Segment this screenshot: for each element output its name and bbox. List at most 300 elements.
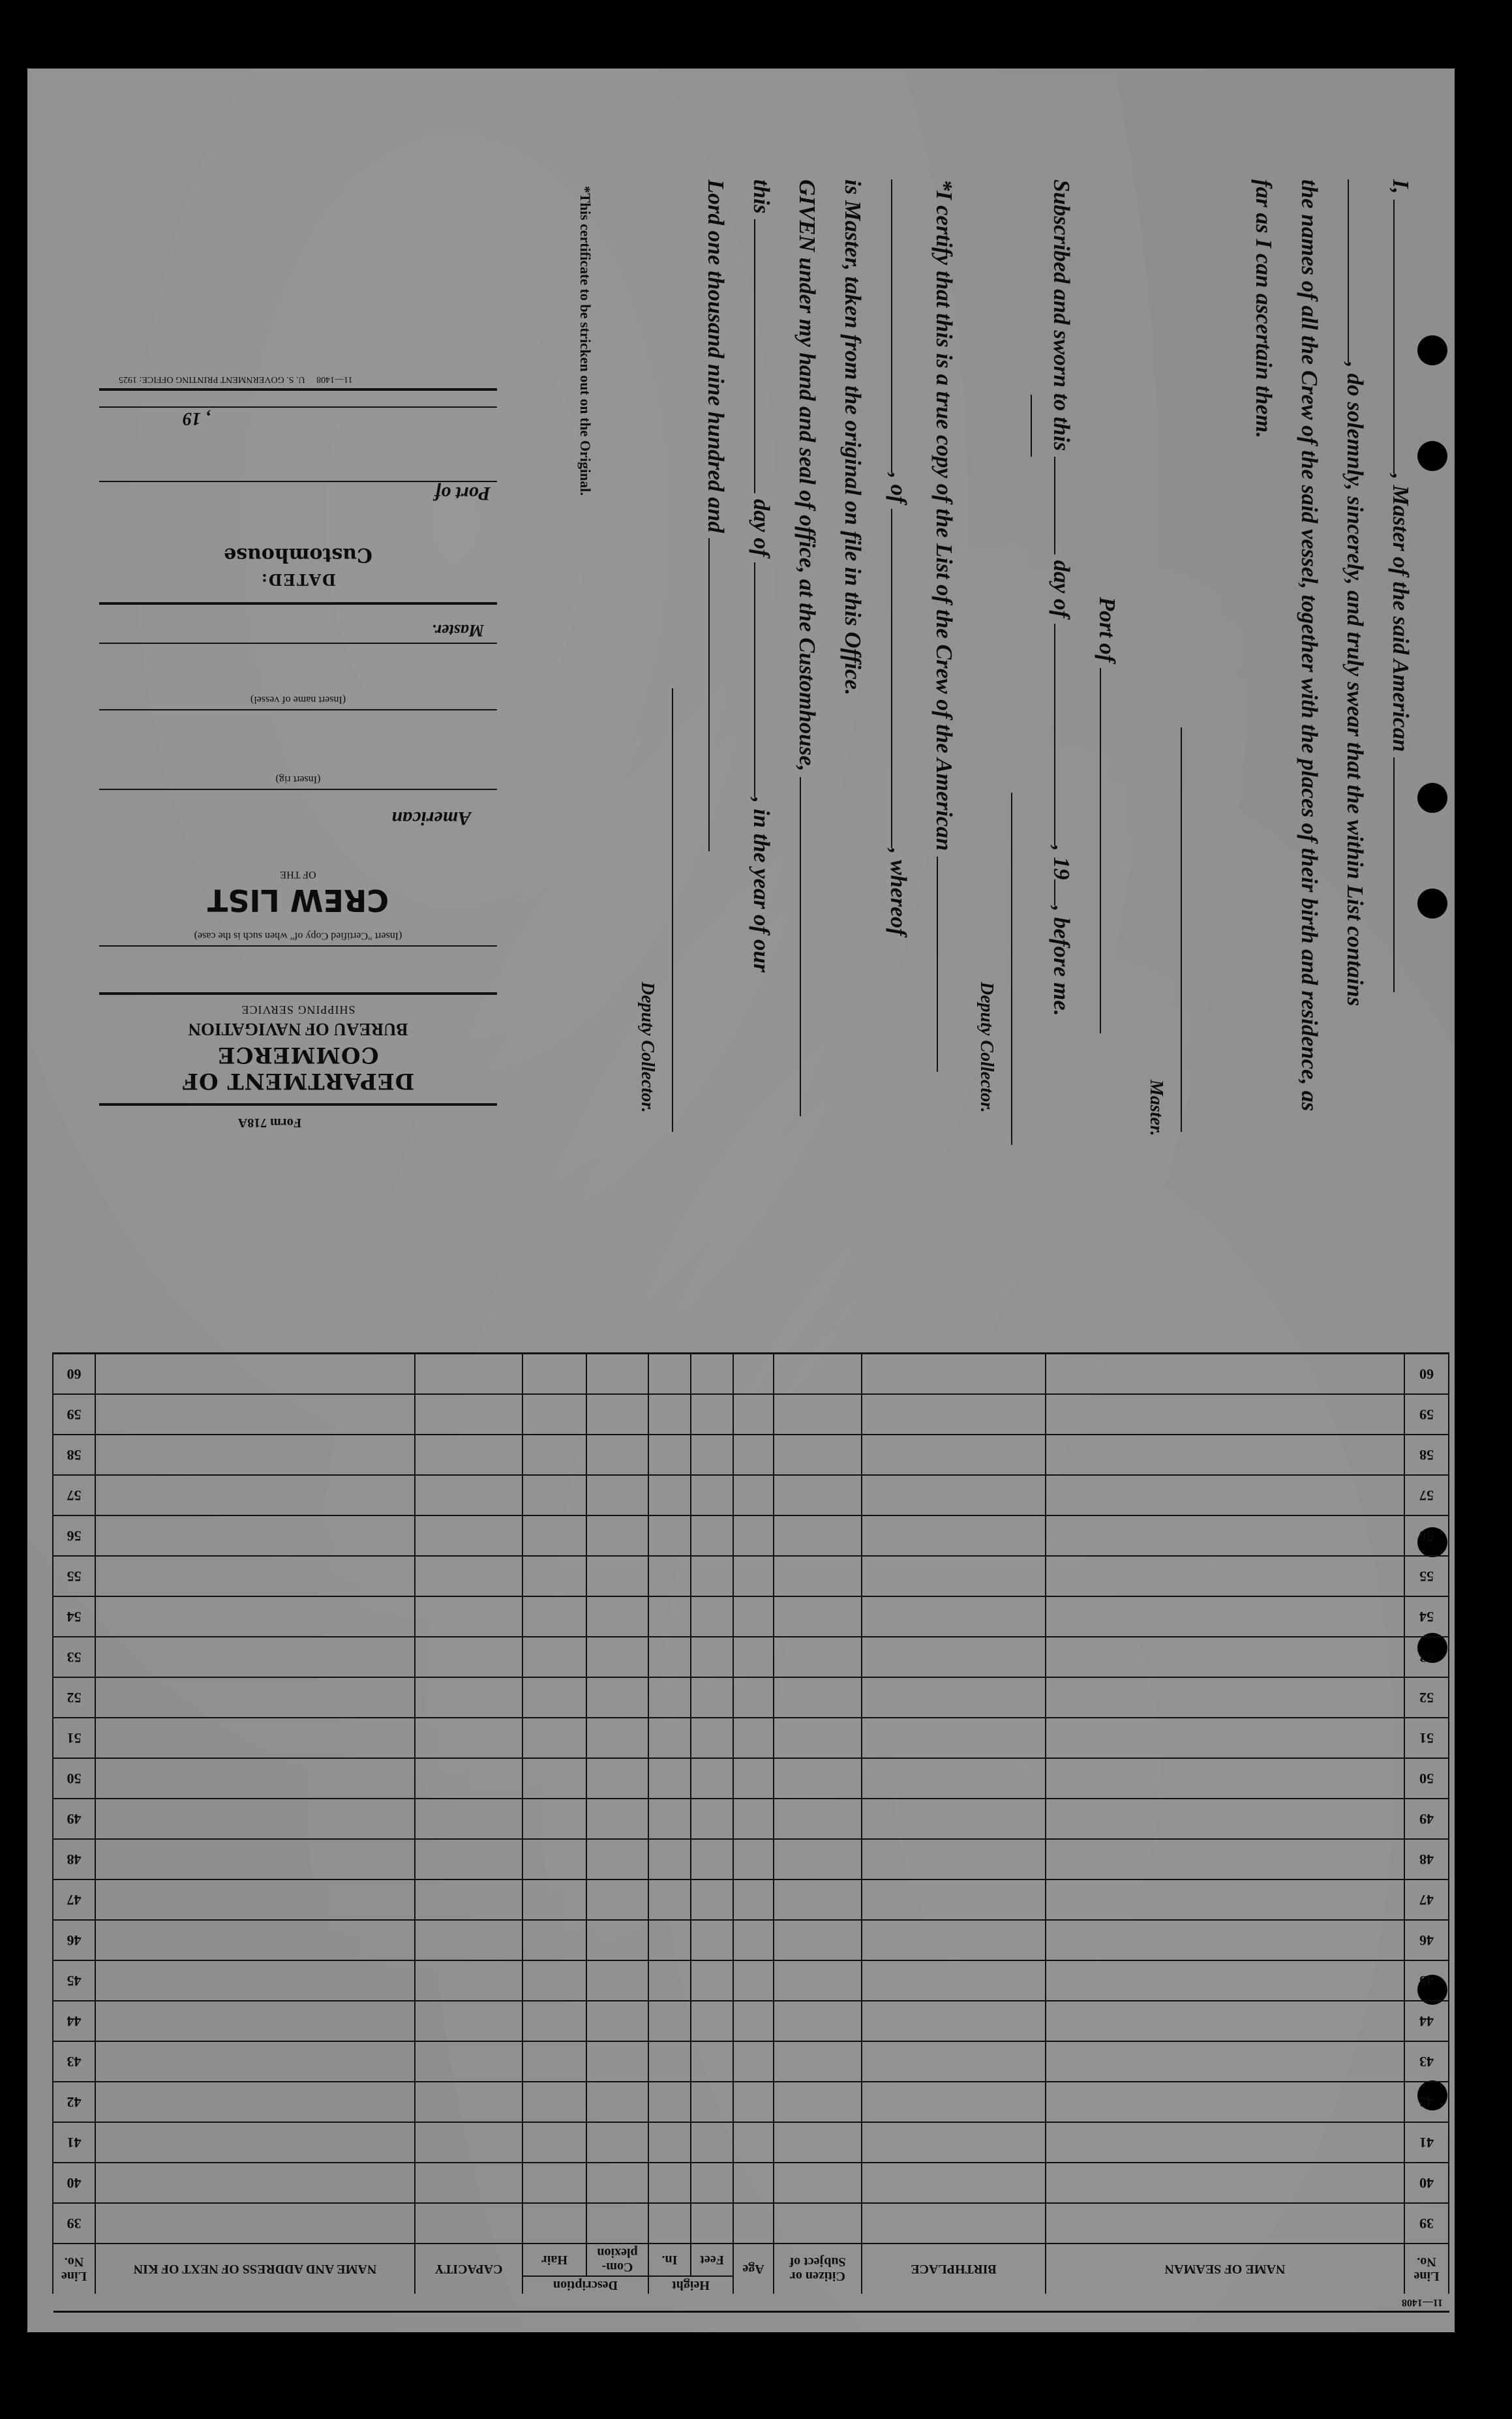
customhouse-field[interactable]	[800, 777, 801, 1116]
cell-inches[interactable]	[648, 2001, 691, 2041]
cell-seaman-name[interactable]	[1046, 1435, 1404, 1475]
cell-seaman-name[interactable]	[1046, 1394, 1404, 1435]
cell-seaman-name[interactable]	[1046, 2122, 1404, 2163]
cell-seaman-name[interactable]	[1046, 1799, 1404, 1839]
cell-birthplace[interactable]	[862, 1799, 1046, 1839]
sworn-text: Subscribed and sworn to this	[1049, 179, 1074, 451]
cell-complexion[interactable]	[586, 1718, 648, 1758]
table-row	[53, 1677, 1449, 1718]
cell-hair[interactable]	[522, 1758, 586, 1799]
endorsement-panel	[99, 254, 497, 1135]
cell-hair[interactable]	[522, 2001, 586, 2041]
table-row	[53, 2041, 1449, 2082]
cell-age[interactable]	[733, 2122, 774, 2163]
cell-citizen[interactable]	[774, 1637, 862, 1677]
endorsement-rule-2	[99, 992, 497, 995]
cell-seaman-name[interactable]	[1046, 1354, 1404, 1395]
cell-line-no-right: 52	[53, 1677, 95, 1718]
cell-complexion[interactable]	[586, 2001, 648, 2041]
cell-complexion[interactable]	[586, 1920, 648, 1960]
cell-seaman-name[interactable]	[1046, 1556, 1404, 1596]
cell-capacity[interactable]	[415, 1475, 522, 1515]
cell-complexion[interactable]	[586, 1515, 648, 1556]
cell-citizen[interactable]	[774, 1879, 862, 1920]
cell-inches[interactable]	[648, 1920, 691, 1960]
customhouse-label: Customhouse	[224, 543, 372, 566]
endorse-master-label: Master.	[431, 621, 484, 640]
cell-line-no: 44	[1404, 2001, 1449, 2041]
deputy-collector-signature-line-2[interactable]	[672, 688, 673, 1132]
cell-seaman-name[interactable]	[1046, 1515, 1404, 1556]
vessel-name-line[interactable]	[99, 709, 497, 710]
cell-line-no: 51	[1404, 1718, 1449, 1758]
cell-birthplace[interactable]	[862, 1596, 1046, 1637]
cell-next-of-kin[interactable]	[95, 1394, 415, 1435]
crew-table-block	[53, 1352, 1449, 2313]
cell-capacity[interactable]	[415, 1718, 522, 1758]
table-row	[53, 1637, 1449, 1677]
cell-birthplace[interactable]	[862, 1515, 1046, 1556]
cell-capacity[interactable]	[415, 2163, 522, 2203]
cell-age[interactable]	[733, 1677, 774, 1718]
cell-birthplace[interactable]	[862, 1354, 1046, 1395]
cell-hair[interactable]	[522, 1435, 586, 1475]
cell-citizen[interactable]	[774, 1799, 862, 1839]
endorse-year-label: , 19	[183, 408, 210, 429]
cell-feet[interactable]	[691, 2041, 733, 2082]
cell-feet[interactable]	[691, 1637, 733, 1677]
cell-feet[interactable]	[691, 1920, 733, 1960]
cell-complexion[interactable]	[586, 2203, 648, 2244]
cell-complexion[interactable]	[586, 2122, 648, 2163]
cell-inches[interactable]	[648, 2082, 691, 2122]
cell-feet[interactable]	[691, 1758, 733, 1799]
cell-line-no: 52	[1404, 1677, 1449, 1718]
cell-citizen[interactable]	[774, 1435, 862, 1475]
vessel-name-field[interactable]	[1393, 757, 1395, 992]
cell-age[interactable]	[733, 1596, 774, 1637]
cell-line-no: 54	[1404, 1596, 1449, 1637]
cell-inches[interactable]	[648, 1839, 691, 1879]
cell-inches[interactable]	[648, 1354, 691, 1395]
cell-line-no-right: 44	[53, 2001, 95, 2041]
cell-capacity[interactable]	[415, 1556, 522, 1596]
cell-capacity[interactable]	[415, 2001, 522, 2041]
cell-age[interactable]	[733, 1435, 774, 1475]
cell-complexion[interactable]	[586, 2041, 648, 2082]
cell-capacity[interactable]	[415, 1515, 522, 1556]
cell-feet[interactable]	[691, 2163, 733, 2203]
cell-next-of-kin[interactable]	[95, 2203, 415, 2244]
cell-hair[interactable]	[522, 2041, 586, 2082]
cell-feet[interactable]	[691, 2122, 733, 2163]
service-title: SHIPPING SERVICE	[241, 1003, 355, 1016]
port-field[interactable]	[1100, 668, 1101, 1033]
cell-capacity[interactable]	[415, 1596, 522, 1637]
cell-next-of-kin[interactable]	[95, 1354, 415, 1395]
cell-line-no: 59	[1404, 1394, 1449, 1435]
cell-birthplace[interactable]	[862, 1879, 1046, 1920]
cell-citizen[interactable]	[774, 1515, 862, 1556]
cell-inches[interactable]	[648, 1960, 691, 2001]
seal-mark-line	[1031, 395, 1032, 457]
cell-inches[interactable]	[648, 1556, 691, 1596]
cell-complexion[interactable]	[586, 2163, 648, 2203]
cell-inches[interactable]	[648, 1799, 691, 1839]
cell-hair[interactable]	[522, 1677, 586, 1718]
table-row	[53, 1879, 1449, 1920]
cell-complexion[interactable]	[586, 1758, 648, 1799]
cell-line-no-right: 48	[53, 1839, 95, 1879]
cell-next-of-kin[interactable]	[95, 1475, 415, 1515]
endorsement-rule-bottom	[99, 388, 497, 391]
cell-seaman-name[interactable]	[1046, 1879, 1404, 1920]
cell-complexion[interactable]	[586, 1435, 648, 1475]
cell-hair[interactable]	[522, 1596, 586, 1637]
cell-inches[interactable]	[648, 1475, 691, 1515]
cell-inches[interactable]	[648, 2203, 691, 2244]
cell-citizen[interactable]	[774, 2163, 862, 2203]
cell-hair[interactable]	[522, 1839, 586, 1879]
cell-inches[interactable]	[648, 1596, 691, 1637]
given-year-label: , in the year of our	[749, 797, 774, 973]
deputy-collector-signature-line-1[interactable]	[1011, 793, 1012, 1145]
cell-next-of-kin[interactable]	[95, 1637, 415, 1677]
given-day-field[interactable]	[754, 219, 755, 493]
cell-hair[interactable]	[522, 1718, 586, 1758]
cell-complexion[interactable]	[586, 1354, 648, 1395]
cell-inches[interactable]	[648, 1677, 691, 1718]
cell-age[interactable]	[733, 1475, 774, 1515]
cell-next-of-kin[interactable]	[95, 1839, 415, 1879]
cell-birthplace[interactable]	[862, 1677, 1046, 1718]
cell-hair[interactable]	[522, 1879, 586, 1920]
cell-birthplace[interactable]	[862, 1758, 1046, 1799]
cell-inches[interactable]	[648, 1879, 691, 1920]
cell-birthplace[interactable]	[862, 2082, 1046, 2122]
cell-inches[interactable]	[648, 1718, 691, 1758]
cell-citizen[interactable]	[774, 1758, 862, 1799]
cell-next-of-kin[interactable]	[95, 1596, 415, 1637]
cell-age[interactable]	[733, 1879, 774, 1920]
cell-hair[interactable]	[522, 1637, 586, 1677]
cell-capacity[interactable]	[415, 2082, 522, 2122]
cell-age[interactable]	[733, 1799, 774, 1839]
cell-feet[interactable]	[691, 1718, 733, 1758]
table-row	[53, 1839, 1449, 1879]
cell-line-no-right: 42	[53, 2082, 95, 2122]
cell-age[interactable]	[733, 1354, 774, 1395]
cell-citizen[interactable]	[774, 1718, 862, 1758]
cell-next-of-kin[interactable]	[95, 1879, 415, 1920]
cell-feet[interactable]	[691, 2001, 733, 2041]
cell-citizen[interactable]	[774, 1960, 862, 2001]
cell-birthplace[interactable]	[862, 1960, 1046, 2001]
master-signature-line[interactable]	[1181, 727, 1182, 1132]
cell-line-no-right: 56	[53, 1515, 95, 1556]
cell-next-of-kin[interactable]	[95, 1677, 415, 1718]
cell-age[interactable]	[733, 1556, 774, 1596]
cell-capacity[interactable]	[415, 2122, 522, 2163]
cell-line-no-right: 43	[53, 2041, 95, 2082]
cell-complexion[interactable]	[586, 1637, 648, 1677]
cell-line-no-right: 49	[53, 1799, 95, 1839]
master-signature-label: Master.	[1146, 1080, 1166, 1136]
cell-citizen[interactable]	[774, 1475, 862, 1515]
cell-capacity[interactable]	[415, 1879, 522, 1920]
cell-feet[interactable]	[691, 1394, 733, 1435]
cell-birthplace[interactable]	[862, 2041, 1046, 2082]
cell-next-of-kin[interactable]	[95, 2122, 415, 2163]
cell-birthplace[interactable]	[862, 1394, 1046, 1435]
crew-table	[52, 1352, 1449, 2294]
cell-feet[interactable]	[691, 1475, 733, 1515]
cell-feet[interactable]	[691, 2203, 733, 2244]
cell-hair[interactable]	[522, 1475, 586, 1515]
cell-birthplace[interactable]	[862, 1718, 1046, 1758]
cell-complexion[interactable]	[586, 1960, 648, 2001]
cell-feet[interactable]	[691, 1556, 733, 1596]
cell-line-no: 55	[1404, 1556, 1449, 1596]
cell-seaman-name[interactable]	[1046, 2082, 1404, 2122]
cell-inches[interactable]	[648, 2163, 691, 2203]
cell-hair[interactable]	[522, 1799, 586, 1839]
sworn-month-field[interactable]	[1054, 624, 1055, 845]
cell-seaman-name[interactable]	[1046, 2041, 1404, 2082]
cell-next-of-kin[interactable]	[95, 1799, 415, 1839]
endorse-date-line[interactable]	[99, 406, 497, 408]
cell-next-of-kin[interactable]	[95, 2163, 415, 2203]
cell-hair[interactable]	[522, 1515, 586, 1556]
cell-birthplace[interactable]	[862, 1556, 1046, 1596]
cell-citizen[interactable]	[774, 1596, 862, 1637]
cell-hair[interactable]	[522, 2122, 586, 2163]
cell-citizen[interactable]	[774, 1394, 862, 1435]
cell-citizen[interactable]	[774, 1920, 862, 1960]
header-birthplace: BIRTHPLACE	[862, 2244, 1046, 2294]
cell-line-no-right: 58	[53, 1435, 95, 1475]
cell-age[interactable]	[733, 2163, 774, 2203]
cell-next-of-kin[interactable]	[95, 2082, 415, 2122]
cell-next-of-kin[interactable]	[95, 2001, 415, 2041]
cell-birthplace[interactable]	[862, 2001, 1046, 2041]
cell-age[interactable]	[733, 2001, 774, 2041]
certify-vessel-field-cont[interactable]	[891, 179, 892, 473]
cell-citizen[interactable]	[774, 1556, 862, 1596]
lord-year-field[interactable]	[708, 538, 710, 851]
certify-of-label: , of	[886, 473, 911, 504]
cell-inches[interactable]	[648, 2041, 691, 2082]
header-capacity: CAPACITY	[415, 2244, 522, 2294]
table-row	[53, 1799, 1449, 1839]
cell-age[interactable]	[733, 2082, 774, 2122]
table-row	[53, 2163, 1449, 2203]
cell-seaman-name[interactable]	[1046, 1637, 1404, 1677]
cell-complexion[interactable]	[586, 1475, 648, 1515]
cell-seaman-name[interactable]	[1046, 1758, 1404, 1799]
sworn-day-field[interactable]	[1054, 457, 1055, 555]
table-row	[53, 1354, 1449, 1395]
cell-inches[interactable]	[648, 1637, 691, 1677]
cell-birthplace[interactable]	[862, 2163, 1046, 2203]
cell-age[interactable]	[733, 1920, 774, 1960]
cell-citizen[interactable]	[774, 2041, 862, 2082]
cell-complexion[interactable]	[586, 1799, 648, 1839]
cell-birthplace[interactable]	[862, 2203, 1046, 2244]
cell-citizen[interactable]	[774, 1354, 862, 1395]
cell-birthplace[interactable]	[862, 1920, 1046, 1960]
cell-seaman-name[interactable]	[1046, 1475, 1404, 1515]
cell-citizen[interactable]	[774, 2082, 862, 2122]
cell-hair[interactable]	[522, 1960, 586, 2001]
cell-hair[interactable]	[522, 1394, 586, 1435]
cell-complexion[interactable]	[586, 1556, 648, 1596]
header-height: Height	[648, 2276, 733, 2294]
cell-line-no-right: 60	[53, 1354, 95, 1395]
cell-age[interactable]	[733, 1758, 774, 1799]
cell-next-of-kin[interactable]	[95, 1556, 415, 1596]
cell-age[interactable]	[733, 1637, 774, 1677]
cell-hair[interactable]	[522, 1354, 586, 1395]
certified-copy-line[interactable]	[99, 945, 497, 947]
cell-feet[interactable]	[691, 2082, 733, 2122]
certify-text: *I certify that this is a true copy of the List of the Crew of the American	[931, 179, 957, 851]
cell-age[interactable]	[733, 1960, 774, 2001]
cell-complexion[interactable]	[586, 1596, 648, 1637]
cell-feet[interactable]	[691, 1799, 733, 1839]
cell-next-of-kin[interactable]	[95, 1960, 415, 2001]
cell-next-of-kin[interactable]	[95, 1718, 415, 1758]
sworn-day-label: day of	[1049, 560, 1074, 618]
vessel-name-note: (Insert name of vessel)	[250, 694, 346, 705]
cell-complexion[interactable]	[586, 1394, 648, 1435]
oath-names-text: the names of all the Crew of the said vessel, together with the places of their birth and residence, as	[1297, 179, 1322, 1112]
cell-inches[interactable]	[648, 1435, 691, 1475]
cell-feet[interactable]	[691, 1435, 733, 1475]
cell-capacity[interactable]	[415, 1758, 522, 1799]
cell-line-no-right: 59	[53, 1394, 95, 1435]
header-next-of-kin: NAME AND ADDRESS OF NEXT OF KIN	[95, 2244, 415, 2294]
cell-feet[interactable]	[691, 1596, 733, 1637]
sworn-year-field[interactable]	[1054, 879, 1055, 905]
cell-capacity[interactable]	[415, 1920, 522, 1960]
cell-next-of-kin[interactable]	[95, 1920, 415, 1960]
cell-seaman-name[interactable]	[1046, 2203, 1404, 2244]
cell-line-no: 40	[1404, 2163, 1449, 2203]
cell-hair[interactable]	[522, 2203, 586, 2244]
cell-citizen[interactable]	[774, 2001, 862, 2041]
cell-complexion[interactable]	[586, 1677, 648, 1718]
cell-inches[interactable]	[648, 1515, 691, 1556]
cell-citizen[interactable]	[774, 1677, 862, 1718]
cell-complexion[interactable]	[586, 2082, 648, 2122]
given-month-field[interactable]	[754, 562, 755, 797]
cell-inches[interactable]	[648, 1394, 691, 1435]
cell-age[interactable]	[733, 2041, 774, 2082]
cell-birthplace[interactable]	[862, 1637, 1046, 1677]
certify-port-field[interactable]	[891, 509, 892, 848]
cell-age[interactable]	[733, 2203, 774, 2244]
cell-birthplace[interactable]	[862, 1475, 1046, 1515]
master-name-field[interactable]	[1393, 200, 1395, 474]
cell-feet[interactable]	[691, 1515, 733, 1556]
cell-seaman-name[interactable]	[1046, 1960, 1404, 2001]
cell-age[interactable]	[733, 1718, 774, 1758]
cell-capacity[interactable]	[415, 1677, 522, 1718]
cell-line-no: 43	[1404, 2041, 1449, 2082]
cell-seaman-name[interactable]	[1046, 1677, 1404, 1718]
cell-feet[interactable]	[691, 1677, 733, 1718]
cell-feet[interactable]	[691, 1839, 733, 1879]
cell-next-of-kin[interactable]	[95, 1515, 415, 1556]
cell-seaman-name[interactable]	[1046, 1839, 1404, 1879]
table-row	[53, 2122, 1449, 2163]
cell-line-no: 41	[1404, 2122, 1449, 2163]
given-this-label: this	[749, 179, 774, 214]
table-header-row	[53, 2276, 1449, 2294]
cell-citizen[interactable]	[774, 1839, 862, 1879]
cell-birthplace[interactable]	[862, 1435, 1046, 1475]
cell-age[interactable]	[733, 1394, 774, 1435]
cell-complexion[interactable]	[586, 1839, 648, 1879]
of-the-label: OF THE	[280, 869, 316, 880]
cell-next-of-kin[interactable]	[95, 1435, 415, 1475]
cell-capacity[interactable]	[415, 1354, 522, 1395]
oath-swear-text: , do solemnly, sincerely, and truly swear that the within List contains	[1342, 362, 1368, 1007]
cell-capacity[interactable]	[415, 2041, 522, 2082]
cell-capacity[interactable]	[415, 1394, 522, 1435]
cell-hair[interactable]	[522, 1556, 586, 1596]
cell-line-no-right: 46	[53, 1920, 95, 1960]
cell-capacity[interactable]	[415, 1637, 522, 1677]
cell-complexion[interactable]	[586, 1879, 648, 1920]
endorse-master-line[interactable]	[99, 643, 497, 644]
cell-feet[interactable]	[691, 1879, 733, 1920]
cell-age[interactable]	[733, 1515, 774, 1556]
cell-citizen[interactable]	[774, 2122, 862, 2163]
cell-age[interactable]	[733, 1839, 774, 1879]
cell-next-of-kin[interactable]	[95, 1758, 415, 1799]
cell-hair[interactable]	[522, 2163, 586, 2203]
cell-line-no-right: 53	[53, 1637, 95, 1677]
cell-birthplace[interactable]	[862, 1839, 1046, 1879]
certify-vessel-field[interactable]	[937, 857, 938, 1072]
cell-inches[interactable]	[648, 1758, 691, 1799]
cell-feet[interactable]	[691, 1960, 733, 2001]
cell-inches[interactable]	[648, 2122, 691, 2163]
cell-line-no-right: 50	[53, 1758, 95, 1799]
cell-birthplace[interactable]	[862, 2122, 1046, 2163]
vessel-name-field-cont[interactable]	[1348, 179, 1349, 362]
cell-hair[interactable]	[522, 1920, 586, 1960]
cell-seaman-name[interactable]	[1046, 1718, 1404, 1758]
oath-ascertain-text: far as I can ascertain them.	[1251, 179, 1277, 438]
cell-capacity[interactable]	[415, 1839, 522, 1879]
cell-hair[interactable]	[522, 2082, 586, 2122]
cell-next-of-kin[interactable]	[95, 2041, 415, 2082]
cell-seaman-name[interactable]	[1046, 2163, 1404, 2203]
cell-citizen[interactable]	[774, 2203, 862, 2244]
cell-capacity[interactable]	[415, 1960, 522, 2001]
cell-capacity[interactable]	[415, 1799, 522, 1839]
cell-capacity[interactable]	[415, 1435, 522, 1475]
cell-seaman-name[interactable]	[1046, 1596, 1404, 1637]
bureau-title: BUREAU OF NAVIGATION	[188, 1020, 408, 1039]
cell-seaman-name[interactable]	[1046, 2001, 1404, 2041]
cell-seaman-name[interactable]	[1046, 1920, 1404, 1960]
cell-feet[interactable]	[691, 1354, 733, 1395]
cell-capacity[interactable]	[415, 2203, 522, 2244]
